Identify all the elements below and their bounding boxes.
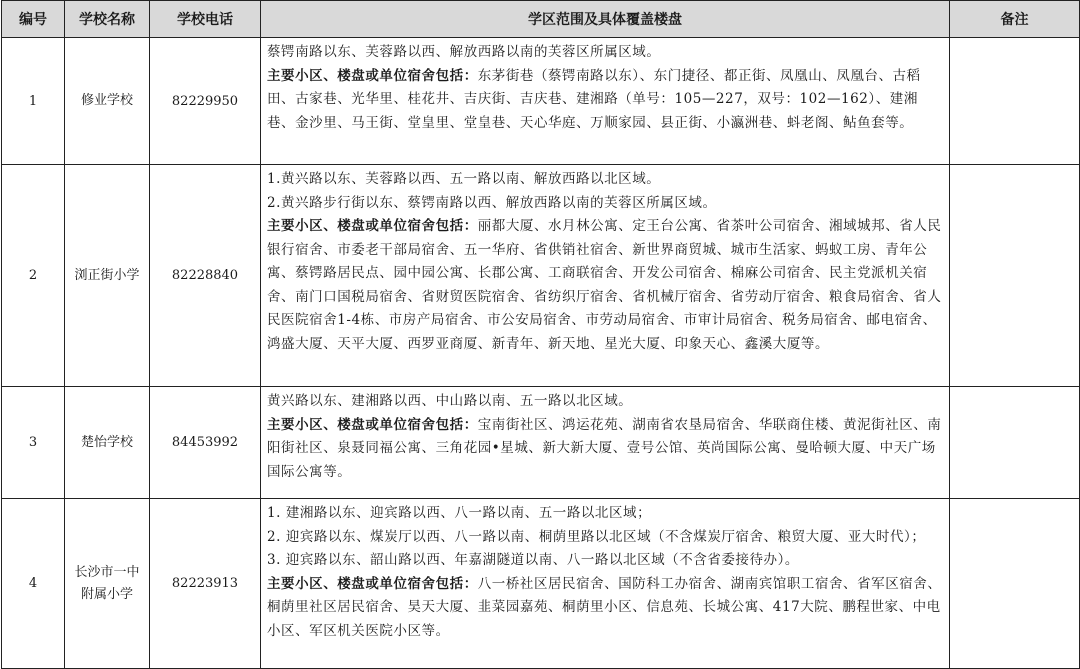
main-estates-text: 宝南街社区、鸿运花苑、湖南省农垦局宿舍、华联商住楼、黄泥街社区、南阳街社区、泉聂同福公寓、三角花园•星城、新大新大厦、壹号公馆、英尚国际公寓、曼哈顿大厦、中天广场国际公寓等。 bbox=[267, 416, 942, 480]
remark-cell bbox=[950, 499, 1080, 669]
school-name: 楚怡学校 bbox=[65, 387, 150, 499]
header-school: 学校名称 bbox=[65, 1, 150, 38]
header-row bbox=[2, 1, 1080, 38]
scope-line: 3. 迎宾路以东、韶山路以西、年嘉湖隧道以南、八一路以北区域（不含省委接待办）。 bbox=[267, 552, 799, 568]
main-estates bbox=[267, 573, 943, 644]
school-name: 浏正街小学 bbox=[65, 165, 150, 387]
school-name: 修业学校 bbox=[65, 38, 150, 165]
main-estates bbox=[267, 414, 943, 485]
table-row bbox=[2, 499, 1080, 669]
district-scope bbox=[261, 387, 950, 499]
school-phone: 84453992 bbox=[150, 387, 261, 499]
remark-cell bbox=[950, 165, 1080, 387]
remark-cell bbox=[950, 387, 1080, 499]
main-estates bbox=[267, 65, 943, 136]
scope-line: 1. 建湘路以东、迎宾路以西、八一路以南、五一路以北区域； bbox=[267, 505, 652, 521]
main-estates-label: 主要小区、楼盘或单位宿舍包括： bbox=[267, 218, 478, 234]
remark-cell bbox=[950, 38, 1080, 165]
main-estates-text: 丽都大厦、水月林公寓、定王台公寓、省茶叶公司宿舍、湘域城邦、省人民银行宿舍、市委老干部局宿舍、五一华府、省供销社宿舍、新世界商贸城、城市生活家、蚂蚁工房、青年公寓、蔡锷路居民点、园中园公寓、长郡公寓、工商联宿舍、开发公司宿舍、棉麻公司宿舍、民主党派机关宿舍、南门口国税局宿舍、省财贸医院宿舍、省纺织厅宿舍、省机械厅宿舍、省劳动厅宿舍、粮食局宿舍、省人民医院宿舍1-4栋、市房产局宿舍、市公安局宿舍、市劳动局宿舍、市审计局宿舍、税务局宿舍、邮电宿舍、鸿盛大厦、天平大厦、西罗亚商厦、新青年、新天地、星光大厦、印象天心、鑫溪大厦等。 bbox=[267, 218, 942, 352]
main-estates-text: 东茅街巷（蔡锷南路以东）、东门捷径、都正街、凤凰山、凤凰台、古稻田、古家巷、光华里、桂花井、吉庆街、吉庆巷、建湘路（单号：105—227，双号：102—162）、建湘巷、金沙里、马王街、堂皇里、堂皇巷、天心华庭、万顺家园、县正街、小瀛洲巷、蚪老阁、鲇鱼套等。 bbox=[267, 67, 921, 131]
header-scope: 学区范围及具体覆盖楼盘 bbox=[261, 1, 950, 38]
table-row bbox=[2, 165, 1080, 387]
district-scope bbox=[261, 38, 950, 165]
scope-line: 2. 迎宾路以东、煤炭厅以西、八一路以南、桐荫里路以北区域（不含煤炭厅宿舍、粮贸大厦、亚大时代）； bbox=[267, 528, 926, 545]
school-name: 长沙市一中附属小学 bbox=[65, 499, 150, 669]
scope-line: 2.黄兴路步行街以东、蔡锷南路以西、解放西路以南的芙蓉区所属区域。 bbox=[267, 194, 717, 211]
header-no: 编号 bbox=[2, 1, 65, 38]
district-scope bbox=[261, 499, 950, 669]
main-estates-label: 主要小区、楼盘或单位宿舍包括： bbox=[267, 416, 478, 433]
school-phone: 82223913 bbox=[150, 499, 261, 669]
main-estates bbox=[267, 215, 943, 356]
scope-line: 蔡锷南路以东、芙蓉路以西、解放西路以南的芙蓉区所属区域。 bbox=[267, 44, 661, 60]
school-phone: 82228840 bbox=[150, 165, 261, 387]
school-district-table bbox=[1, 0, 1080, 669]
table-row bbox=[2, 38, 1080, 165]
row-no: 3 bbox=[2, 387, 65, 499]
row-no: 2 bbox=[2, 165, 65, 387]
row-no: 1 bbox=[2, 38, 65, 165]
header-remark: 备注 bbox=[950, 1, 1080, 38]
scope-line: 黄兴路以东、建湘路以西、中山路以南、五一路以北区域。 bbox=[267, 393, 633, 409]
main-estates-label: 主要小区、楼盘或单位宿舍包括： bbox=[267, 575, 478, 592]
scope-line: 1.黄兴路以东、芙蓉路以西、五一路以南、解放西路以北区域。 bbox=[267, 171, 661, 187]
table-row bbox=[2, 387, 1080, 499]
main-estates-label: 主要小区、楼盘或单位宿舍包括： bbox=[267, 67, 478, 84]
main-estates-text: 八一桥社区居民宿舍、国防科工办宿舍、湖南宾馆职工宿舍、省军区宿舍、桐荫里社区居民宿舍、昊天大厦、韭菜园嘉苑、桐荫里小区、信息苑、长城公寓、417大院、鹏程世家、中电小区、军区机关医院小区等。 bbox=[267, 575, 942, 639]
row-no: 4 bbox=[2, 499, 65, 669]
district-scope bbox=[261, 165, 950, 387]
school-phone: 82229950 bbox=[150, 38, 261, 165]
header-phone: 学校电话 bbox=[150, 1, 261, 38]
